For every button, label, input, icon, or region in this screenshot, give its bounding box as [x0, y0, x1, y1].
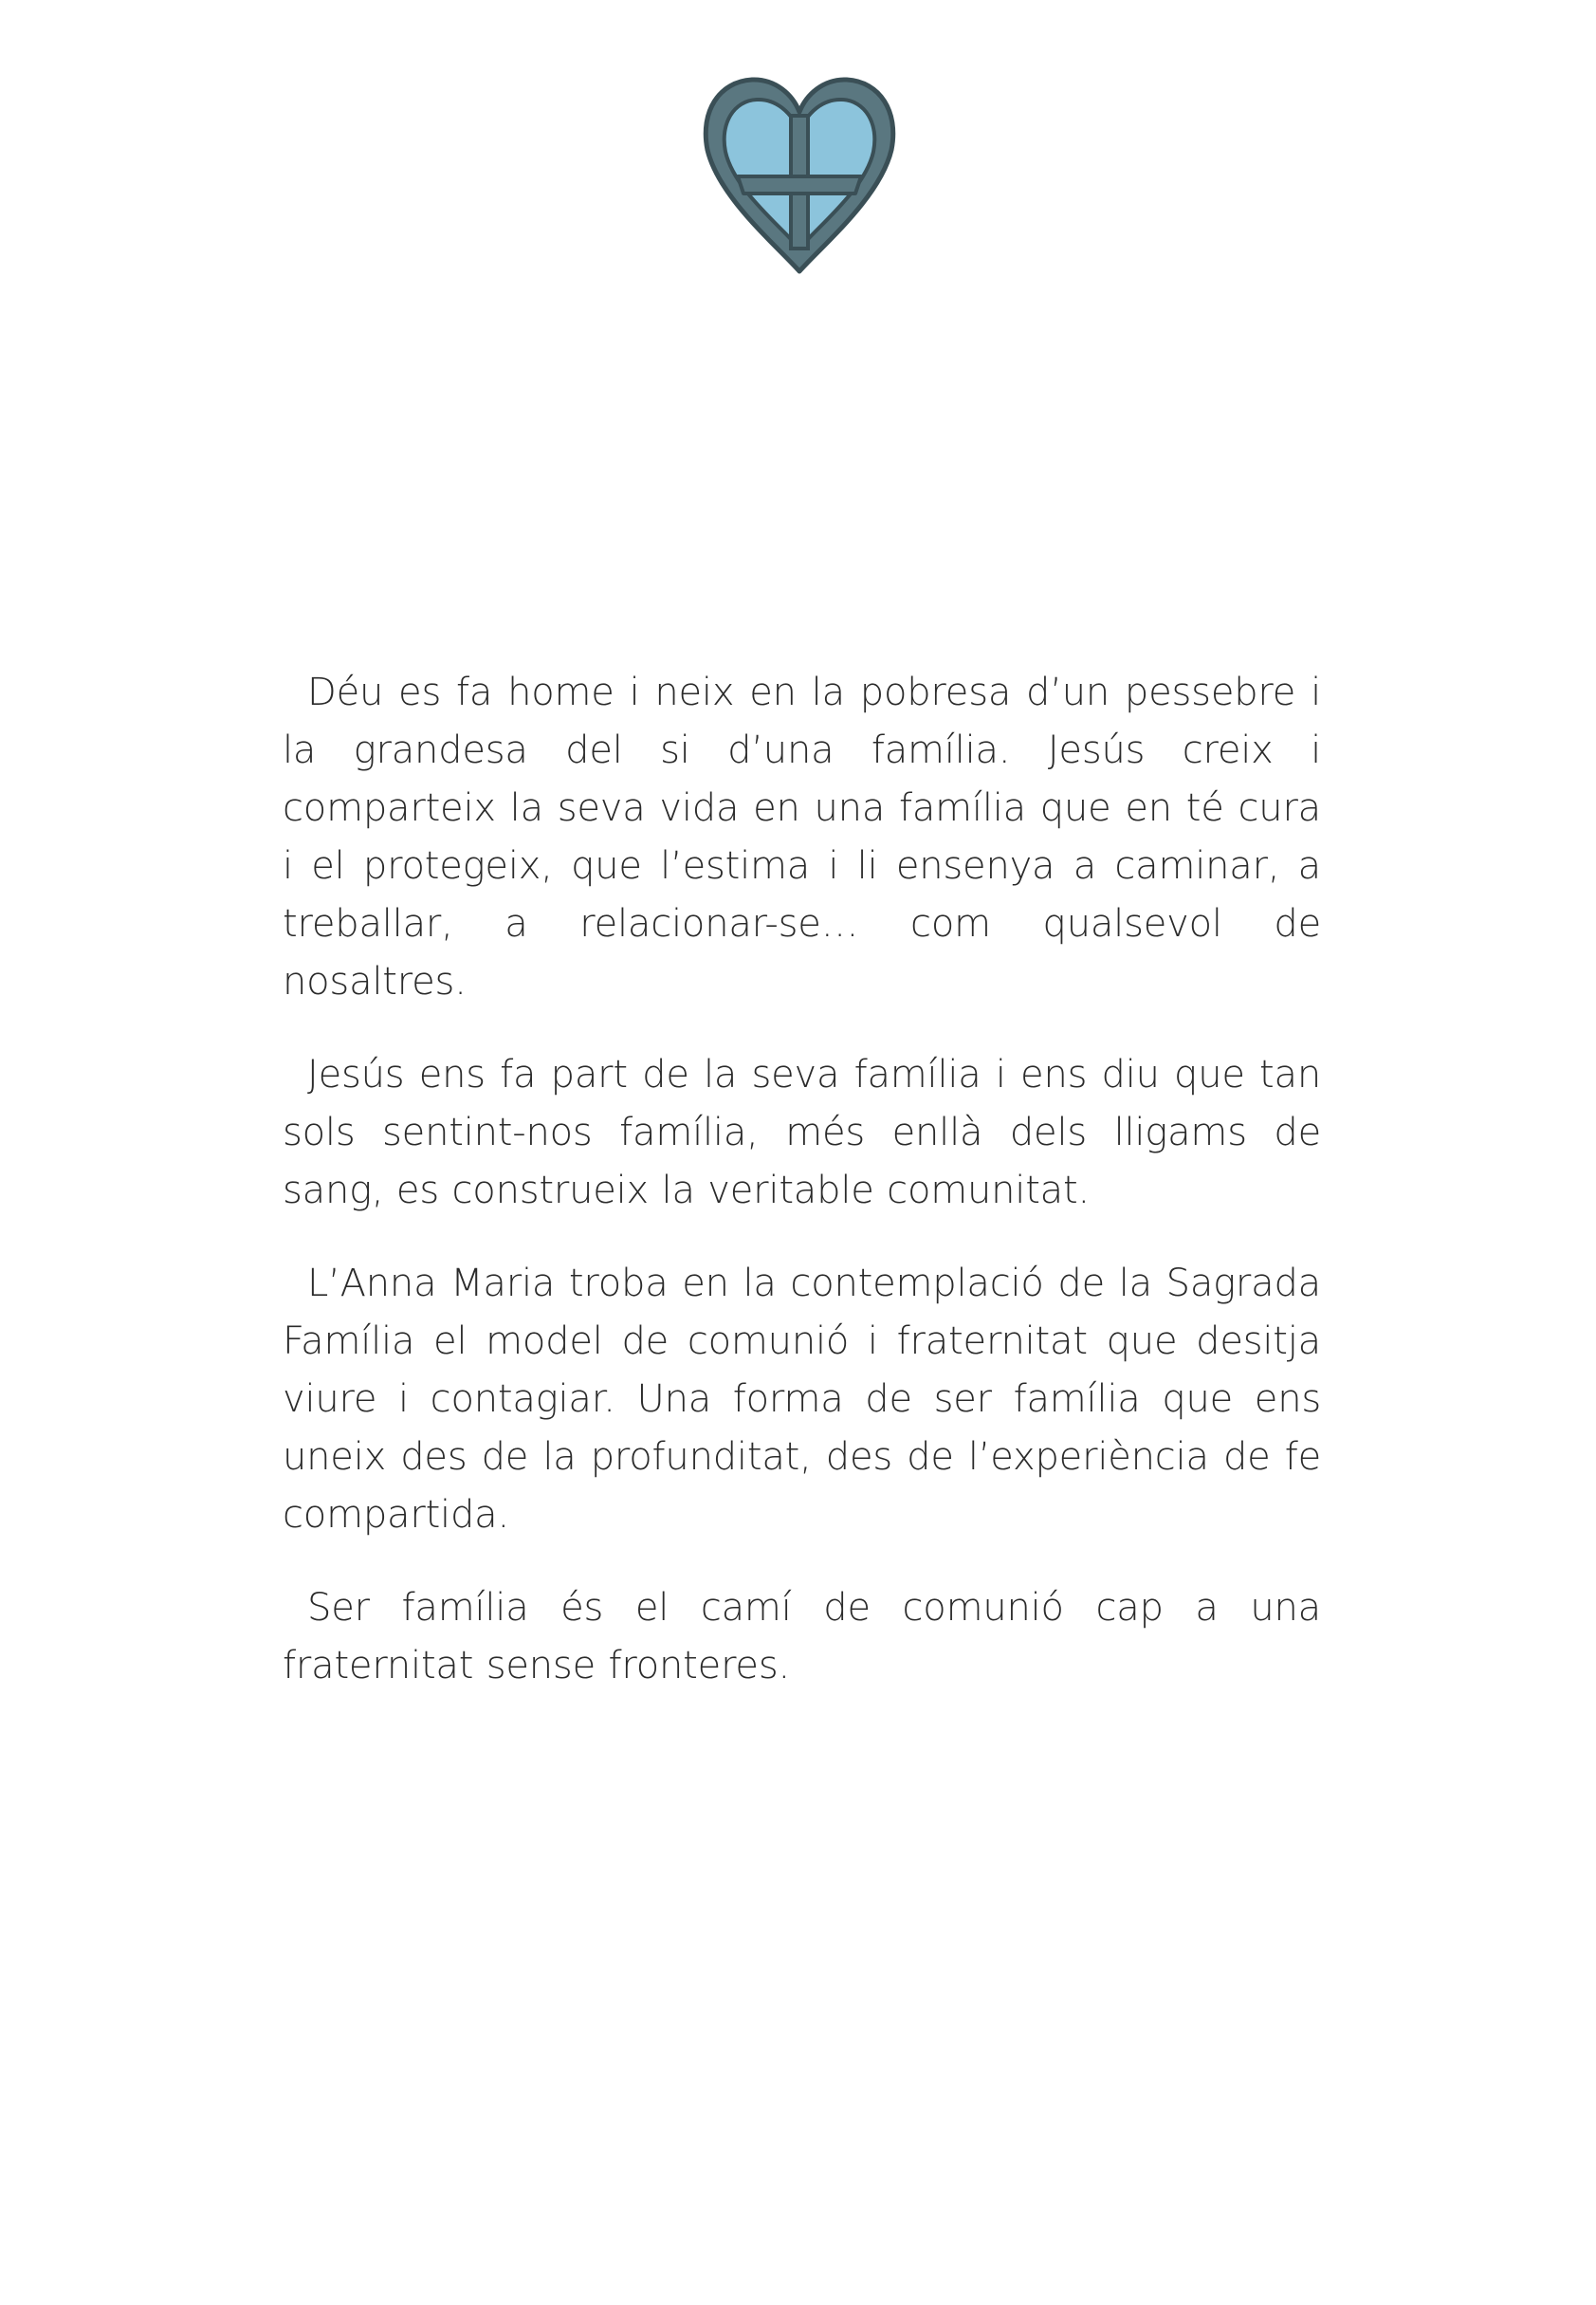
heart-window-icon [700, 74, 899, 277]
paragraph-2: Jesús ens fa part de la seva família i ens diu que tan sols sentint-nos família, més enllà dels lligams de sang, es construeix la veritable comunitat. [283, 1053, 1321, 1212]
paragraph-4: Ser família és el camí de comunió cap a una fraternitat sense fronteres. [283, 1586, 1321, 1687]
paragraph-3: L’Anna Maria troba en la contemplació de la Sagrada Família el model de comunió i fraternitat que desitja viure i contagiar. Una forma de ser família que ens uneix des de la profunditat, des de l’experiència de fe compartida. [283, 1262, 1321, 1537]
body-text [283, 664, 1321, 1730]
paragraph-1: Déu es fa home i neix en la pobresa d’un pessebre i la grandesa del si d’una família. Jesús creix i comparteix la seva vida en una família que en té cura i el protegeix, que l’estima i li ensenya a caminar, a treballar, a relacionar-se… com qualsevol de nosaltres. [283, 671, 1321, 1004]
